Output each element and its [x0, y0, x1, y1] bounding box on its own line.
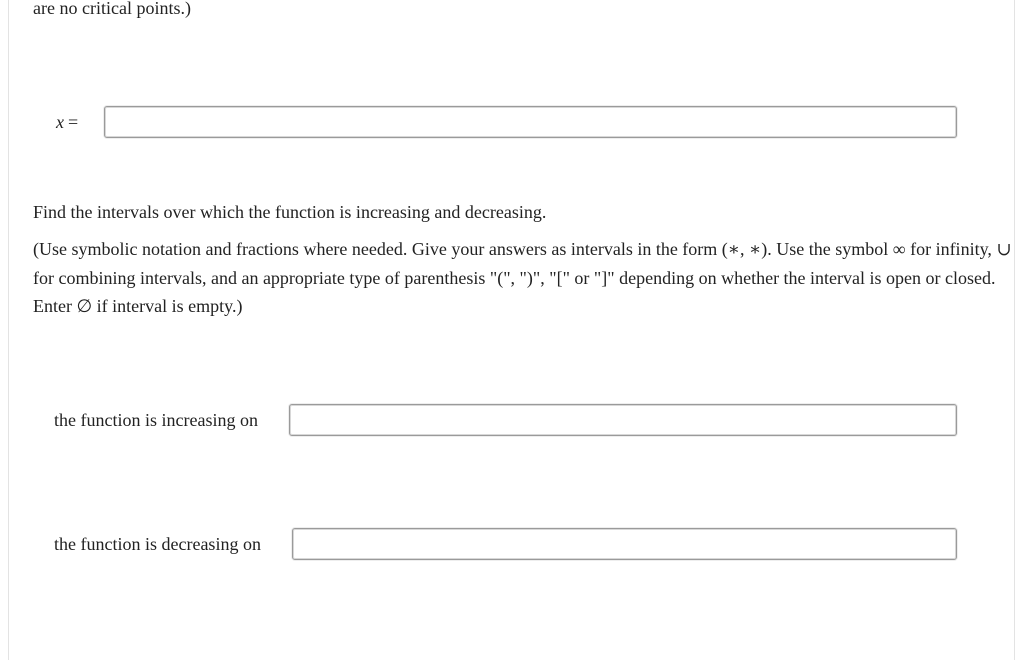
critical-points-note: are no critical points.) [33, 0, 191, 18]
x-equals-label [56, 108, 78, 136]
decreasing-interval-input[interactable] [292, 528, 957, 560]
intervals-question-heading: Find the intervals over which the function is increasing and decreasing. [33, 202, 547, 222]
increasing-label: the function is increasing on [54, 410, 258, 430]
decreasing-label: the function is decreasing on [54, 534, 261, 554]
content-left-border [8, 0, 9, 660]
critical-points-input[interactable] [104, 106, 957, 138]
increasing-interval-input[interactable] [289, 404, 957, 436]
equals-sign: = [68, 112, 79, 132]
content-right-border [1014, 0, 1015, 660]
x-variable: x [56, 112, 64, 132]
intervals-instructions: (Use symbolic notation and fractions where needed. Give your answers as intervals in the form (∗, ∗). Use the symbol ∞ for infinity, ∪ for combining intervals, and an appropriate type of parenthesis "(", ")", "[" or "]" depending on whether the interval is open or closed. Enter ∅ if interval is empty.) [33, 239, 1012, 316]
